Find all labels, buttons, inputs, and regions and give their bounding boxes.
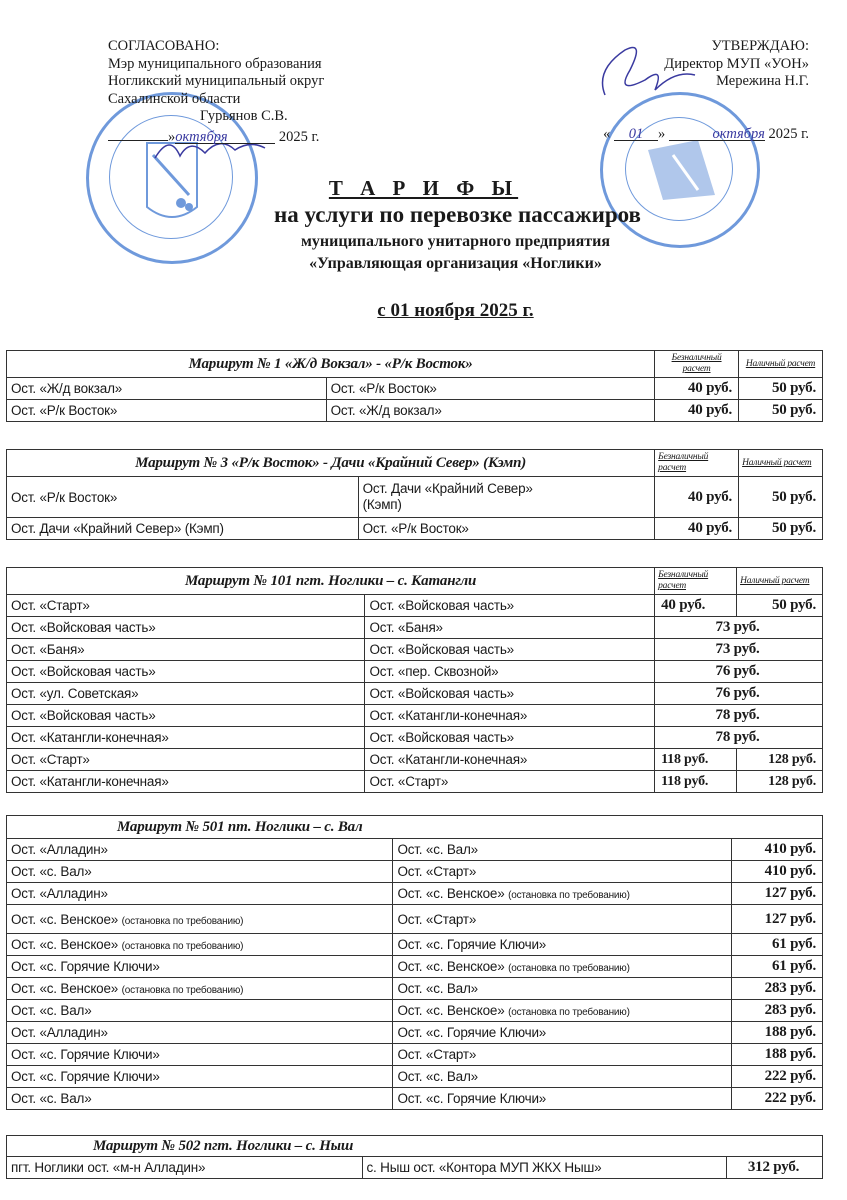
price: 222 руб.	[732, 1088, 823, 1110]
to-stop: Ост. «Р/к Восток»	[326, 378, 655, 400]
route-title: Маршрут № 101 пгт. Ноглики – с. Катангли	[7, 568, 655, 595]
approved-signatory: Мережина Н.Г.	[716, 73, 809, 89]
from-stop: Ост. «с. Вал»	[7, 861, 393, 883]
from-stop: Ост. «Войсковая часть»	[7, 705, 365, 727]
price: 312 руб.	[727, 1157, 823, 1179]
from-stop: Ост. «Старт»	[7, 749, 365, 771]
table-row	[7, 683, 823, 705]
route-header-row	[7, 1136, 823, 1157]
table-row	[7, 1022, 823, 1044]
from-stop: Ост. «ул. Советская»	[7, 683, 365, 705]
to-stop: Ост. «Ж/д вокзал»	[326, 400, 655, 422]
title-enterprise-line1: муниципального унитарного предприятия	[301, 233, 610, 250]
from-stop: Ост. «с. Горячие Ключи»	[7, 1044, 393, 1066]
from-stop: Ост. «Р/к Восток»	[7, 400, 327, 422]
from-stop: Ост. «Катангли-конечная»	[7, 727, 365, 749]
on-request-note: (остановка по требованию)	[508, 1007, 630, 1018]
to-stop: Ост. «с. Венское» (остановка по требованию)	[393, 1000, 732, 1022]
table-row	[7, 749, 823, 771]
agreed-label: СОГЛАСОВАНО:	[108, 38, 220, 54]
table-row	[7, 934, 823, 956]
table-row	[7, 705, 823, 727]
to-stop: Ост. «Старт»	[393, 1044, 732, 1066]
route-title: Маршрут № 502 пгт. Ноглики – с. Ныш	[7, 1136, 823, 1157]
table-row	[7, 839, 823, 861]
price: 127 руб.	[732, 905, 823, 934]
cashless-price: 40 руб.	[655, 477, 739, 518]
to-stop: Ост. «с. Горячие Ключи»	[393, 934, 732, 956]
to-stop: с. Ныш ост. «Контора МУП ЖКХ Ныш»	[362, 1157, 727, 1179]
table-row	[7, 1088, 823, 1110]
from-stop: Ост. «с. Вал»	[7, 1000, 393, 1022]
cashless-price: 40 руб.	[655, 400, 739, 422]
title-subtitle: на услуги по перевозке пассажиров	[274, 202, 641, 227]
table-row	[7, 1157, 823, 1179]
from-stop: Ост. «с. Венское» (остановка по требованию)	[7, 978, 393, 1000]
from-stop: Ост. «Старт»	[7, 595, 365, 617]
table-row	[7, 1000, 823, 1022]
route-header-row	[7, 351, 823, 378]
agreed-month-handwritten: октября	[175, 129, 275, 144]
route-title: Маршрут № 3 «Р/к Восток» - Дачи «Крайний Север» (Кэмп)	[7, 450, 655, 477]
from-stop: Ост. «Алладин»	[7, 1022, 393, 1044]
table-row	[7, 727, 823, 749]
approved-date: « 01 » октября 2025 г.	[603, 125, 809, 142]
cashless-price: 40 руб.	[655, 595, 737, 617]
to-stop: Ост. «Р/к Восток»	[358, 518, 655, 540]
from-stop: Ост. «Баня»	[7, 639, 365, 661]
cash-header: Наличный расчет	[739, 450, 823, 477]
table-row	[7, 518, 823, 540]
agreed-position-line1: Мэр муниципального образования	[108, 55, 322, 72]
price: 188 руб.	[732, 1044, 823, 1066]
agreed-position-line2: Ногликский муниципальный округ	[108, 73, 325, 89]
to-stop: Ост. «с. Горячие Ключи»	[393, 1088, 732, 1110]
price: 61 руб.	[732, 956, 823, 978]
on-request-note: (остановка по требованию)	[121, 941, 244, 952]
from-stop: Ост. «Войсковая часть»	[7, 617, 365, 639]
on-request-note: (остановка по требованию)	[121, 915, 244, 927]
table-row	[7, 956, 823, 978]
price: 410 руб.	[732, 839, 823, 861]
approved-month-handwritten: октября	[669, 126, 765, 141]
price: 222 руб.	[732, 1066, 823, 1088]
effective-date: с 01 ноября 2025 г.	[377, 300, 534, 321]
to-stop: Ост. Дачи «Крайний Север» (Кэмп)	[358, 477, 655, 518]
table-row	[7, 905, 823, 934]
cashless-price: 118 руб.	[655, 749, 737, 771]
from-stop: Ост. «с. Горячие Ключи»	[7, 956, 393, 978]
approved-day-handwritten: 01	[614, 126, 658, 141]
to-stop: Ост. «Войсковая часть»	[365, 639, 655, 661]
approval-block-approved	[603, 38, 809, 143]
route-header-row	[7, 450, 823, 477]
from-stop: Ост. «Катангли-конечная»	[7, 771, 365, 793]
single-price: 78 руб.	[655, 727, 823, 749]
agreed-date: »октября 2025 г.	[108, 126, 324, 147]
cashless-header: Безналичный расчет	[655, 568, 737, 595]
route-title: Маршрут № 1 «Ж/д Вокзал» - «Р/к Восток»	[7, 351, 655, 378]
table-row	[7, 400, 823, 422]
table-row	[7, 978, 823, 1000]
route-101-table	[6, 567, 823, 793]
route-501-table	[6, 815, 823, 1110]
to-stop: Ост. «Старт»	[393, 905, 732, 934]
to-stop: Ост. «Войсковая часть»	[365, 595, 655, 617]
from-stop: Ост. «с. Венское» (остановка по требованию)	[7, 905, 393, 934]
to-stop: Ост. «Старт»	[393, 861, 732, 883]
agreed-year: 2025 г.	[278, 128, 320, 145]
price: 61 руб.	[732, 934, 823, 956]
table-row	[7, 1044, 823, 1066]
approved-label: УТВЕРЖДАЮ:	[711, 38, 809, 54]
agreed-signatory: Гурьянов С.В.	[200, 108, 288, 124]
cash-price: 50 руб.	[739, 378, 823, 400]
page-title: Т А Р И Ф Ы	[328, 176, 519, 200]
price: 188 руб.	[732, 1022, 823, 1044]
table-row	[7, 1066, 823, 1088]
from-stop: Ост. Дачи «Крайний Север» (Кэмп)	[7, 518, 359, 540]
from-stop: пгт. Ноглики ост. «м-н Алладин»	[7, 1157, 363, 1179]
cash-price: 128 руб.	[737, 771, 823, 793]
from-stop: Ост. «Ж/д вокзал»	[7, 378, 327, 400]
route-title: Маршрут № 501 пт. Ноглики – с. Вал	[7, 816, 823, 839]
price: 410 руб.	[732, 861, 823, 883]
to-stop: Ост. «Баня»	[365, 617, 655, 639]
on-request-note: (остановка по требованию)	[508, 963, 630, 974]
table-row	[7, 639, 823, 661]
to-stop: Ост. «с. Вал»	[393, 1066, 732, 1088]
price: 283 руб.	[732, 978, 823, 1000]
table-row	[7, 617, 823, 639]
title-enterprise-line2: «Управляющая организация «Ноглики»	[309, 255, 602, 272]
table-row	[7, 378, 823, 400]
from-stop: Ост. «Р/к Восток»	[7, 477, 359, 518]
cash-price: 50 руб.	[739, 477, 823, 518]
from-stop: Ост. «Войсковая часть»	[7, 661, 365, 683]
cashless-price: 40 руб.	[655, 378, 739, 400]
cash-header: Наличный расчет	[739, 351, 823, 378]
table-row	[7, 861, 823, 883]
from-stop: Ост. «с. Венское» (остановка по требованию)	[7, 934, 393, 956]
agreed-position-line3: Сахалинской области	[108, 90, 241, 107]
cashless-price: 40 руб.	[655, 518, 739, 540]
to-stop: Ост. «с. Венское» (остановка по требованию)	[393, 956, 732, 978]
to-stop: Ост. «пер. Сквозной»	[365, 661, 655, 683]
from-stop: Ост. «с. Вал»	[7, 1088, 393, 1110]
on-request-note: (остановка по требованию)	[121, 985, 244, 996]
route-header-row	[7, 816, 823, 839]
approval-block-agreed	[108, 38, 324, 146]
from-stop: Ост. «с. Горячие Ключи»	[7, 1066, 393, 1088]
route-3-table	[6, 449, 823, 540]
cashless-header: Безналичный расчет	[655, 450, 739, 477]
single-price: 76 руб.	[655, 683, 823, 705]
single-price: 73 руб.	[655, 639, 823, 661]
price: 127 руб.	[732, 883, 823, 905]
approved-position: Директор МУП «УОН»	[664, 55, 809, 72]
to-stop: Ост. «Катангли-конечная»	[365, 749, 655, 771]
from-stop: Ост. «Алладин»	[7, 883, 393, 905]
table-row	[7, 661, 823, 683]
on-request-note: (остановка по требованию)	[508, 890, 630, 901]
table-row	[7, 883, 823, 905]
table-row	[7, 477, 823, 518]
to-stop: Ост. «с. Горячие Ключи»	[393, 1022, 732, 1044]
table-row	[7, 771, 823, 793]
route-1-table	[6, 350, 823, 422]
single-price: 76 руб.	[655, 661, 823, 683]
to-stop: Ост. «Войсковая часть»	[365, 683, 655, 705]
to-stop: Ост. «Старт»	[365, 771, 655, 793]
to-stop: Ост. «Войсковая часть»	[365, 727, 655, 749]
cash-header: Наличный расчет	[737, 568, 823, 595]
approved-year: 2025 г.	[768, 125, 809, 142]
cash-price: 50 руб.	[739, 400, 823, 422]
to-stop: Ост. «Катангли-конечная»	[365, 705, 655, 727]
cashless-price: 118 руб.	[655, 771, 737, 793]
cashless-header: Безналичный расчет	[655, 351, 739, 378]
price: 283 руб.	[732, 1000, 823, 1022]
table-row	[7, 595, 823, 617]
from-stop: Ост. «Алладин»	[7, 839, 393, 861]
cash-price: 50 руб.	[737, 595, 823, 617]
route-header-row	[7, 568, 823, 595]
cash-price: 50 руб.	[739, 518, 823, 540]
cash-price: 128 руб.	[737, 749, 823, 771]
single-price: 78 руб.	[655, 705, 823, 727]
to-stop: Ост. «с. Венское» (остановка по требованию)	[393, 883, 732, 905]
to-stop: Ост. «с. Вал»	[393, 839, 732, 861]
route-502-table	[6, 1135, 823, 1179]
to-stop: Ост. «с. Вал»	[393, 978, 732, 1000]
single-price: 73 руб.	[655, 617, 823, 639]
